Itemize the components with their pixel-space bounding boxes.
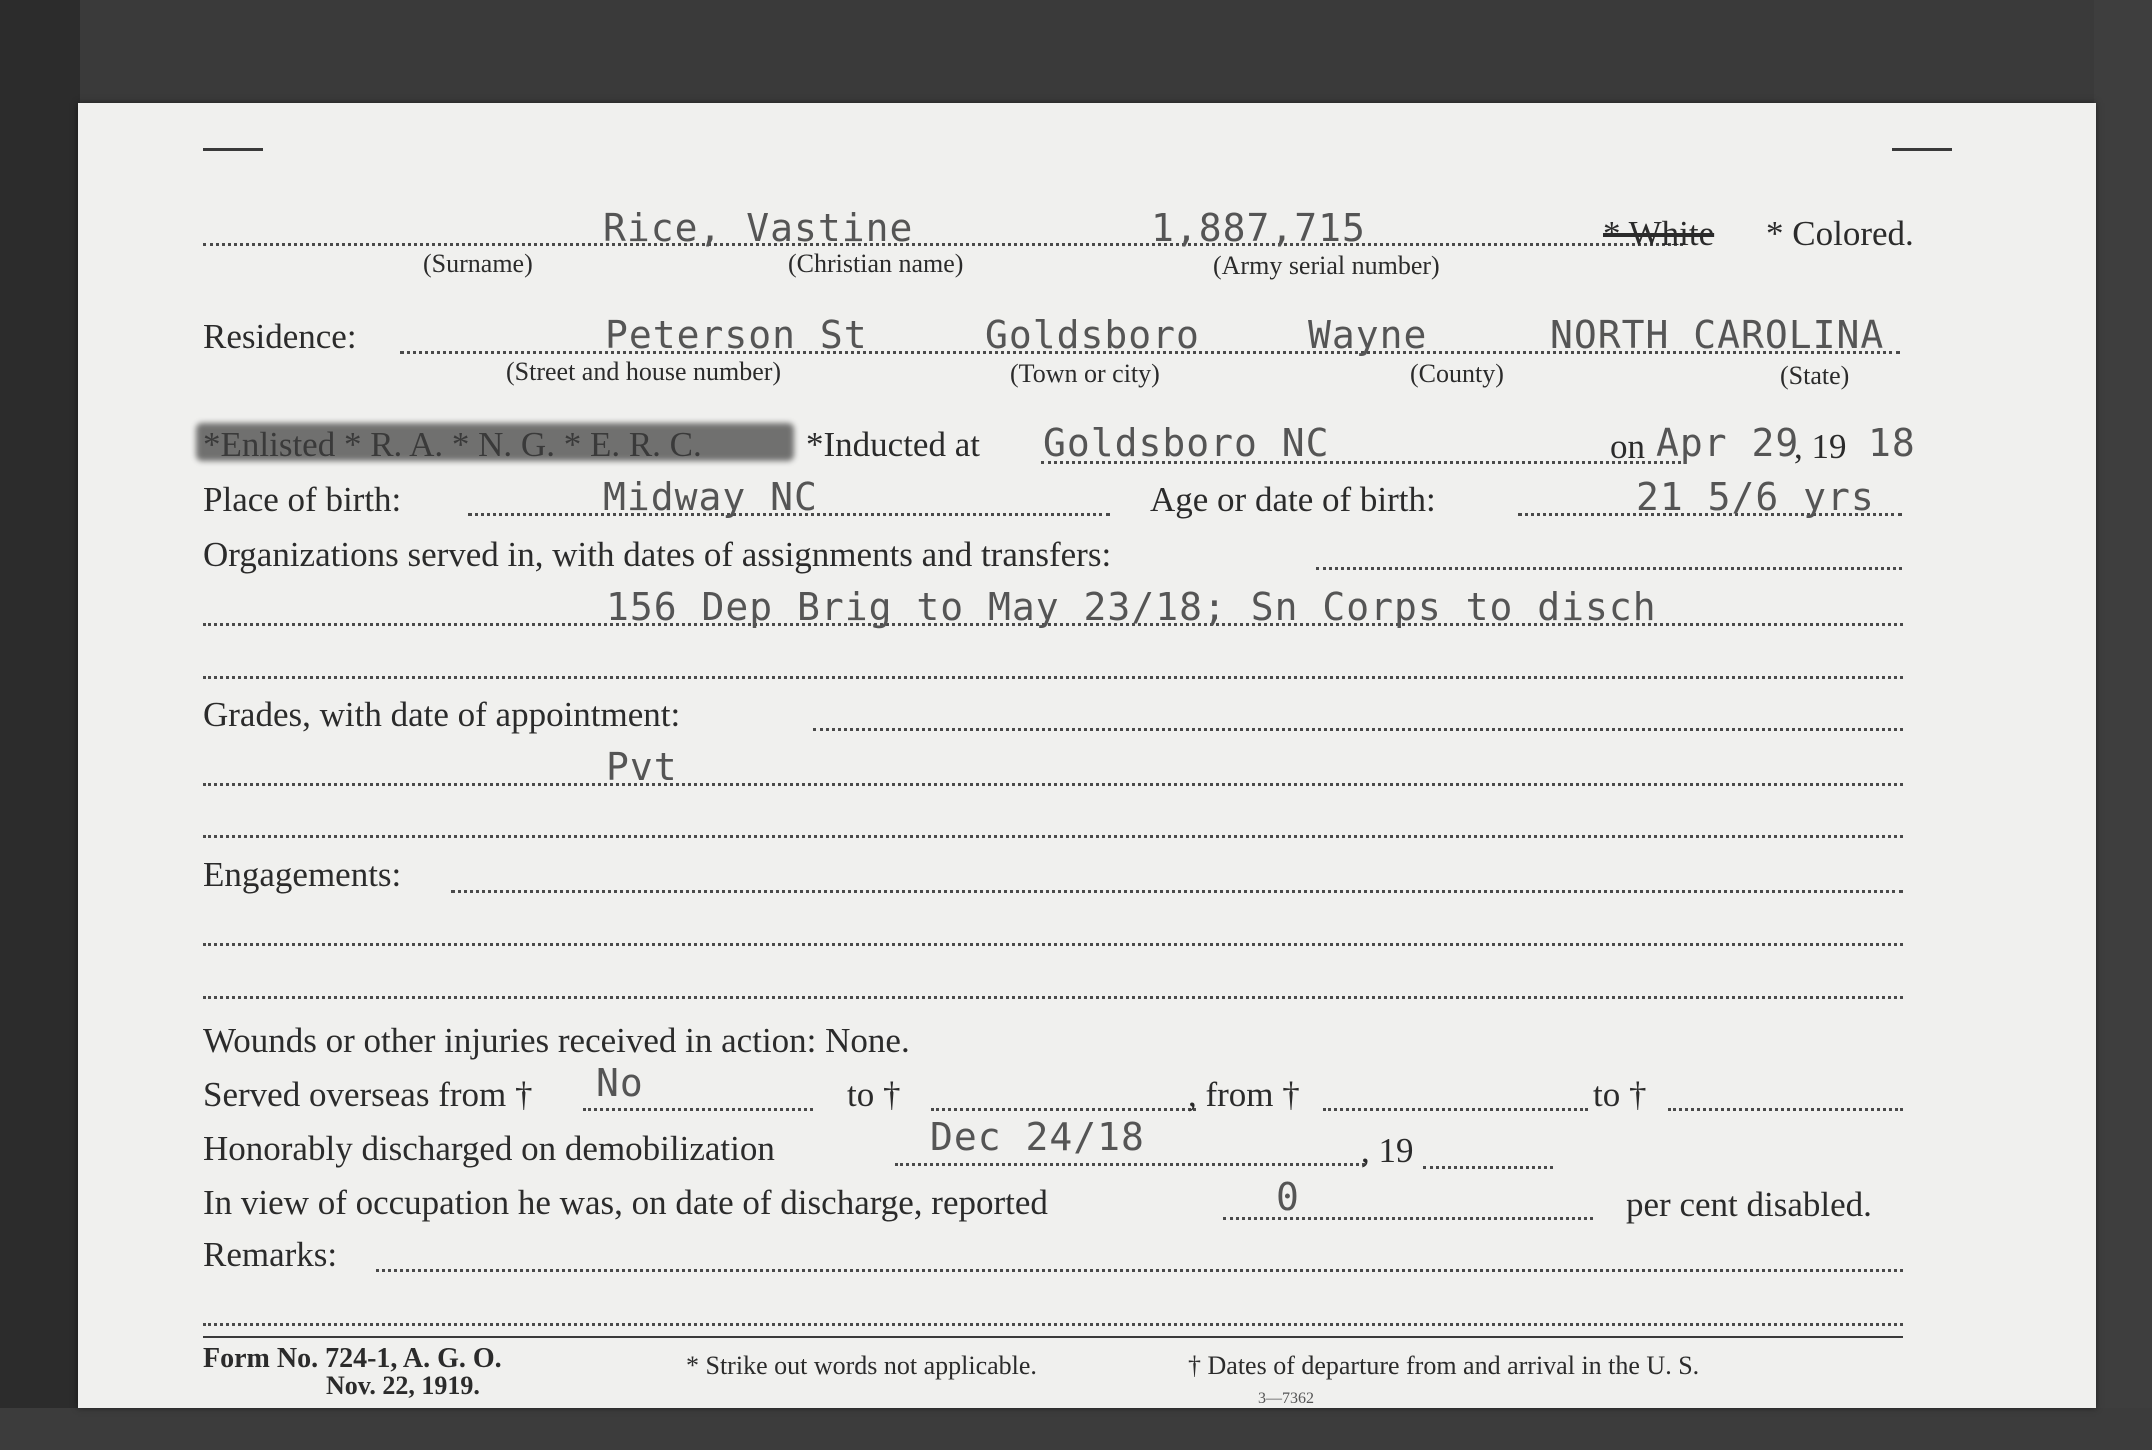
engagements-line-1 (451, 890, 1903, 893)
inducted-year-value: 18 (1868, 421, 1916, 465)
remarks-label: Remarks: (203, 1235, 338, 1274)
disability-suffix: per cent disabled. (1626, 1185, 1872, 1224)
served-overseas-value: No (596, 1061, 644, 1105)
overseas-to-label-2: to † (1593, 1075, 1647, 1114)
disability-label: In view of occupation he was, on date of discharge, reported (203, 1183, 1048, 1222)
age-label: Age or date of birth: (1150, 480, 1436, 519)
inducted-date-value: Apr 29 (1656, 421, 1800, 465)
county-caption: (County) (1410, 359, 1504, 388)
organizations-line-1 (1316, 567, 1902, 570)
grades-label: Grades, with date of appointment: (203, 695, 681, 734)
strike-note: * Strike out words not applicable. (686, 1351, 1037, 1380)
dates-note: † Dates of departure from and arrival in the U. S. (1188, 1351, 1700, 1380)
overseas-to-line-2 (1668, 1108, 1903, 1111)
name-line (203, 243, 1683, 246)
overseas-from-line (583, 1108, 813, 1111)
surname-caption: (Surname) (423, 249, 533, 278)
enlisted-label: *Enlisted * R. A. * N. G. * E. R. C. (203, 425, 702, 464)
print-code: 3—7362 (1258, 1390, 1314, 1407)
remarks-line-1 (376, 1269, 1903, 1272)
form-number: Form No. 724-1, A. G. O. (203, 1343, 502, 1374)
white-label: * White (1603, 214, 1715, 253)
town-value: Goldsboro (985, 313, 1200, 357)
serial-value: 1,887,715 (1151, 206, 1366, 250)
serial-caption: (Army serial number) (1213, 251, 1440, 280)
footer-rule (203, 1336, 1903, 1338)
organizations-label: Organizations served in, with dates of assignments and transfers: (203, 535, 1112, 574)
remarks-line-2 (203, 1323, 1903, 1326)
scan-background-right (2094, 0, 2152, 1450)
surname-value: Rice, Vastine (603, 206, 914, 250)
inducted-year-prefix: , 19 (1794, 427, 1847, 466)
grades-line-3 (203, 835, 1903, 838)
inducted-at-label: *Inducted at (806, 425, 980, 464)
state-value: NORTH CAROLINA (1550, 313, 1885, 357)
county-value: Wayne (1308, 313, 1428, 357)
scan-background-left (0, 0, 80, 1450)
colored-label: * Colored. (1766, 214, 1914, 253)
discharge-value: Dec 24/18 (930, 1115, 1145, 1159)
christian-name-caption: (Christian name) (788, 249, 964, 278)
discharge-year-label: , 19 (1361, 1131, 1414, 1170)
town-caption: (Town or city) (1010, 359, 1160, 388)
disability-value: 0 (1276, 1175, 1300, 1219)
discharge-label: Honorably discharged on demobilization (203, 1129, 775, 1168)
state-caption: (State) (1780, 361, 1850, 390)
engagements-label: Engagements: (203, 855, 402, 894)
discharge-line (895, 1163, 1365, 1166)
discharge-year-line (1423, 1166, 1553, 1169)
top-left-rule (203, 148, 263, 151)
overseas-to-line-1 (931, 1108, 1196, 1111)
street-caption: (Street and house number) (506, 357, 782, 386)
served-overseas-label: Served overseas from † (203, 1075, 533, 1114)
inducted-place-value: Goldsboro NC (1043, 421, 1330, 465)
scan-background-bottom (0, 1408, 2152, 1450)
age-value: 21 5/6 yrs (1636, 475, 1875, 519)
service-record-card (78, 103, 2096, 1408)
street-value: Peterson St (605, 313, 868, 357)
place-of-birth-label: Place of birth: (203, 480, 402, 519)
organizations-value: 156 Dep Brig to May 23/18; Sn Corps to disch (606, 585, 1657, 629)
engagements-line-3 (203, 996, 1903, 999)
overseas-to-label-1: to † (847, 1075, 901, 1114)
grades-line-2 (203, 783, 1903, 786)
engagements-line-2 (203, 943, 1903, 946)
overseas-from-line-2 (1323, 1108, 1588, 1111)
residence-label: Residence: (203, 317, 357, 356)
organizations-line-3 (203, 676, 1903, 679)
form-date: Nov. 22, 1919. (326, 1371, 480, 1400)
overseas-from-label: , from † (1188, 1075, 1300, 1114)
on-label: on (1610, 427, 1645, 466)
grades-value: Pvt (606, 745, 678, 789)
grades-line-1 (813, 728, 1903, 731)
place-of-birth-value: Midway NC (603, 475, 818, 519)
wounds-label: Wounds or other injuries received in action: None. (203, 1021, 910, 1060)
top-right-rule (1892, 148, 1952, 151)
